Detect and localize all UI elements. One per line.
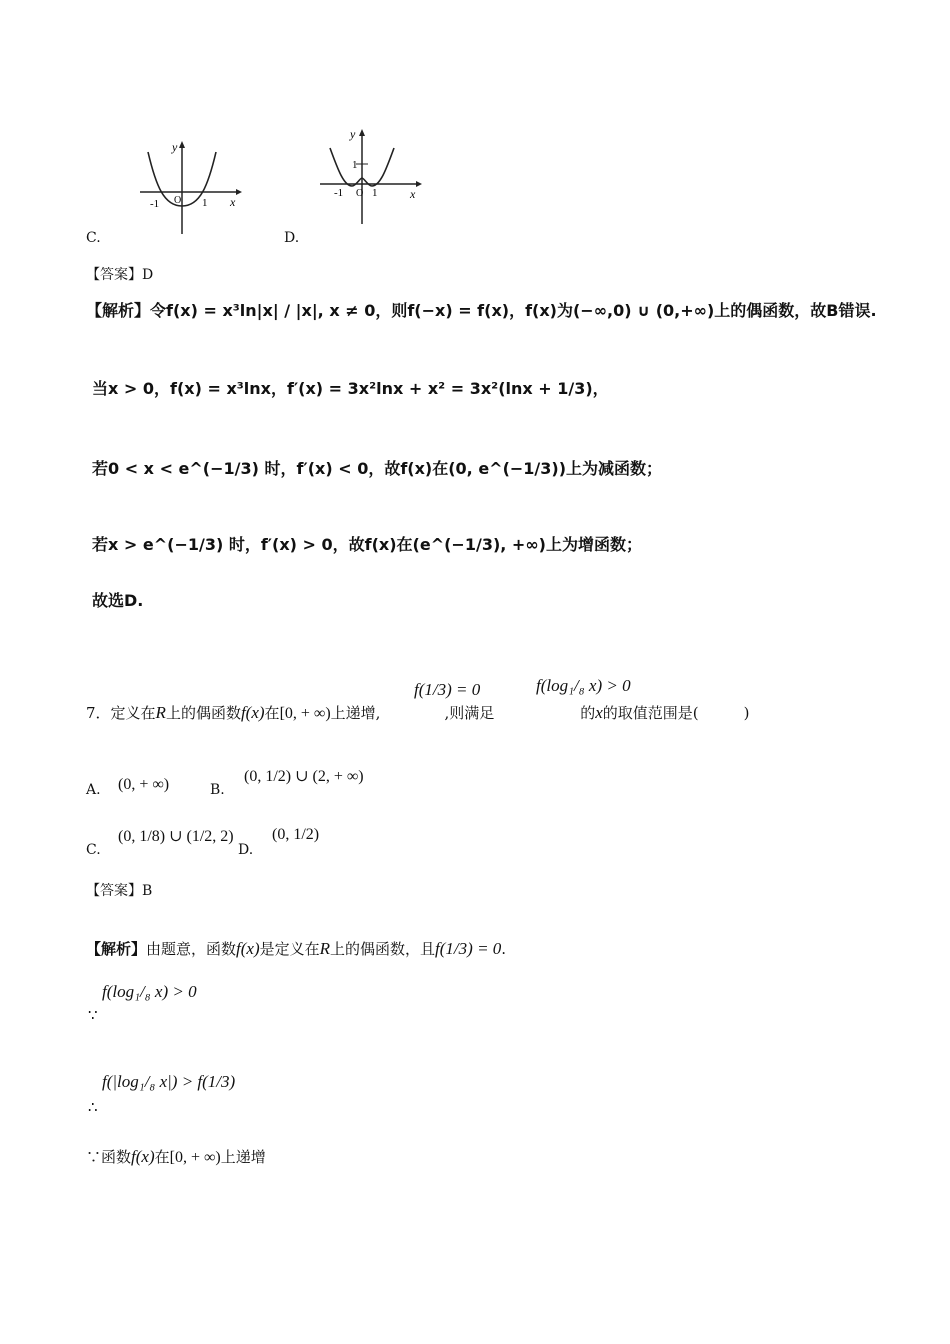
option-d-label: D. xyxy=(284,230,300,246)
graph-c-y-label: y xyxy=(172,140,178,154)
graph-option-c xyxy=(136,136,244,236)
graph-d-top-one: 1 xyxy=(352,159,358,171)
graph-d-neg1: -1 xyxy=(334,187,344,199)
q7-analysis-e: 上的偶函数，且 xyxy=(330,940,436,958)
q7-because2-interval: [0, + ∞) xyxy=(169,1149,221,1166)
q7-stem-interval: [0, + ∞) xyxy=(279,705,331,722)
therefore-symbol: ∴ xyxy=(88,1098,98,1116)
q7-stem-fx: f(x) xyxy=(240,703,265,722)
graph-option-d xyxy=(316,126,424,226)
q7-because2-fx: f(x) xyxy=(131,1147,155,1166)
q7-stem-r: R xyxy=(155,703,166,722)
option-c-label: C. xyxy=(86,230,101,246)
graph-c-x-label: x xyxy=(230,195,236,209)
q7-analysis-prefix: 【解析】 xyxy=(86,940,147,958)
q7-option-b-label: B. xyxy=(210,782,225,798)
q7-stem-c: 上的偶函数 xyxy=(165,704,241,722)
q6-analysis-math1: f(x) = x³ln|x| / |x|, x ≠ 0，则f(−x) = f(x)，f(x)为(−∞,0) ∪ (0,+∞)上的偶函数，故B错误. xyxy=(166,301,877,320)
q7-stem-k: 的取值范围是( ) xyxy=(602,704,750,722)
graph-c-plot xyxy=(136,136,244,236)
q7-option-d-label: D. xyxy=(238,842,254,858)
q7-because2-e: 上递增 xyxy=(220,1148,266,1166)
q7-condition1 xyxy=(414,680,480,700)
q7-analysis-ineq: f(|log₁/₈ x|) > f(1/3) xyxy=(102,1072,236,1091)
q7-stem-e: 在 xyxy=(264,704,280,722)
graph-c-neg1: -1 xyxy=(150,198,160,210)
q7-analysis-last xyxy=(86,1146,266,1167)
graph-d-one: 1 xyxy=(372,187,378,199)
q7-option-b: (0, 1/2) ∪ (2, + ∞) xyxy=(244,768,364,785)
q7-option-c-label: C. xyxy=(86,842,101,858)
q7-option-a-label: A. xyxy=(86,782,101,798)
q7-analysis-line1 xyxy=(86,938,506,959)
graph-d-x-label: x xyxy=(410,187,416,201)
graph-d-y-label: y xyxy=(350,127,356,141)
graph-c-origin: O xyxy=(174,195,182,206)
q7-answer: 【答案】B xyxy=(86,883,153,899)
q7-because2-c: 在 xyxy=(154,1148,170,1166)
q7-analysis-cond2: f(log₁/₈ x) > 0 xyxy=(102,982,197,1001)
q7-stem-g: 上递增, xyxy=(330,704,381,722)
q6-answer: 【答案】D xyxy=(86,267,154,283)
q6-analysis-line3: 若0 < x < e^(−1/3) 时，f′(x) < 0，故f(x)在(0, e^(−1/3))上为减函数； xyxy=(92,459,663,478)
q6-analysis-line4: 若x > e^(−1/3) 时，f′(x) > 0，故f(x)在(e^(−1/3), +∞)上为增函数； xyxy=(92,535,642,554)
q7-option-a: (0, + ∞) xyxy=(118,776,170,793)
q7-analysis-c: 是定义在 xyxy=(259,940,320,958)
q6-analysis-line1 xyxy=(86,298,877,321)
q7-option-c: (0, 1/8) ∪ (1/2, 2) xyxy=(118,828,234,845)
q7-analysis-r: R xyxy=(319,939,331,958)
q7-because2: ∵函数 xyxy=(86,1148,132,1166)
q7-analysis-a: 由题意，函数 xyxy=(146,940,237,958)
q7-stem-i: 的 xyxy=(580,704,596,722)
because-symbol-1: ∵ xyxy=(88,1006,98,1024)
q7-stem-h: ,则满足 xyxy=(444,704,495,722)
q7-analysis-f: . xyxy=(501,940,507,958)
q7-option-d: (0, 1/2) xyxy=(272,826,320,843)
graph-d-origin: O xyxy=(356,188,364,199)
q7-analysis-fx: f(x) xyxy=(236,939,260,958)
q7-cond1-text: f(1/3) = 0 xyxy=(414,680,481,699)
graph-c-one: 1 xyxy=(202,197,208,209)
q7-stem-a: 7．定义在 xyxy=(86,704,156,722)
q6-analysis-line2: 当x > 0，f(x) = x³lnx，f′(x) = 3x²lnx + x² = 3x²(lnx + 1/3)， xyxy=(92,379,609,398)
q6-analysis-line5: 故选D. xyxy=(92,591,144,610)
q7-analysis-cond: f(1/3) = 0 xyxy=(435,939,502,958)
q7-condition2 xyxy=(536,676,631,696)
q7-cond2-text: f(log₁/₈ x) > 0 xyxy=(536,676,631,695)
graph-d-plot xyxy=(316,126,424,226)
q7-stem xyxy=(86,702,926,723)
q7-stem-x: x xyxy=(595,703,603,722)
q6-analysis-prefix: 【解析】令 xyxy=(86,301,167,320)
